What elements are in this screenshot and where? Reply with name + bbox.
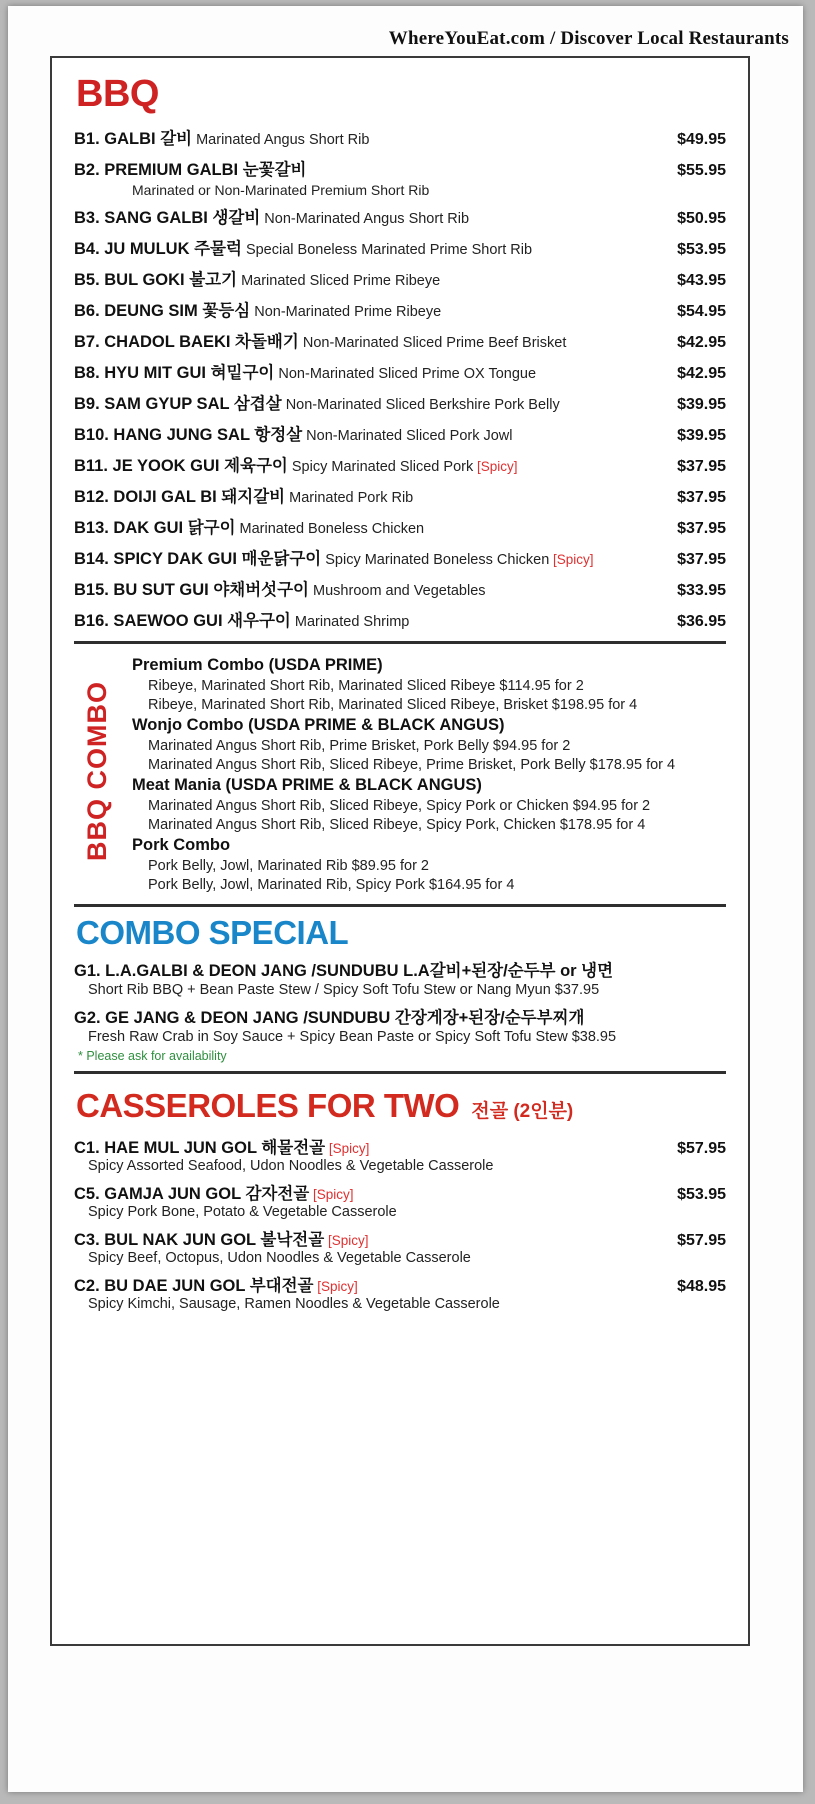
- bbq-menu-item: [74, 604, 726, 633]
- bbq-combo-groups: [126, 650, 726, 896]
- bbq-item-korean: 혀밑구이: [210, 364, 275, 382]
- bbq-item-description: Marinated Boneless Chicken: [235, 521, 425, 537]
- bbq-item-description: Non-Marinated Sliced Berkshire Pork Belly: [281, 397, 560, 413]
- bbq-item-korean: 매운닭구이: [241, 550, 322, 568]
- combo-special-code: G2. GE JANG & DEON JANG /SUNDUBU: [74, 1009, 395, 1027]
- bbq-item-korean: 닭구이: [187, 519, 236, 537]
- bbq-item-price: $53.95: [677, 241, 726, 258]
- availability-note: * Please ask for availability: [78, 1049, 227, 1063]
- casserole-item-name: C3. BUL NAK JUN GOL: [74, 1231, 261, 1249]
- bbq-item-code: B3. SANG GALBI: [74, 209, 213, 227]
- divider-casseroles: [74, 1071, 726, 1074]
- bbq-item-price: $55.95: [677, 162, 726, 179]
- casseroles-title: CASSEROLES FOR TWO: [76, 1087, 460, 1124]
- combo-special-title: COMBO SPECIAL: [76, 914, 349, 951]
- bbq-item-korean: 삼겹살: [233, 395, 282, 413]
- bbq-item-price: $50.95: [677, 210, 726, 227]
- bbq-menu-item: [74, 294, 726, 323]
- bbq-item-price: $36.95: [677, 613, 726, 630]
- combo-special-description: Fresh Raw Crab in Soy Sauce + Spicy Bean Paste or Spicy Soft Tofu Stew $38.95: [88, 1029, 617, 1045]
- bbq-item-code: B9. SAM GYUP SAL: [74, 395, 234, 413]
- casserole-item-korean: 감자전골: [245, 1185, 310, 1203]
- bbq-item-price: $42.95: [677, 365, 726, 382]
- casserole-item: [74, 1180, 726, 1204]
- bbq-item-price: $54.95: [677, 303, 726, 320]
- divider-combo-special: [74, 904, 726, 907]
- casserole-item-description: Spicy Assorted Seafood, Udon Noodles & Vegetable Casserole: [88, 1158, 494, 1174]
- combo-special-items: [74, 957, 726, 1045]
- bbq-menu-item: [74, 449, 726, 478]
- bbq-menu-item: [74, 325, 726, 354]
- casserole-item-description: Spicy Kimchi, Sausage, Ramen Noodles & Vegetable Casserole: [88, 1296, 500, 1312]
- casserole-item-price: $48.95: [677, 1278, 726, 1295]
- bbq-item-code: B6. DEUNG SIM: [74, 302, 203, 320]
- combo-group-line: Pork Belly, Jowl, Marinated Rib, Spicy Pork $164.95 for 4: [148, 877, 515, 893]
- bbq-item-code: B1. GALBI: [74, 130, 161, 148]
- casserole-item-text: [74, 1272, 640, 1296]
- casserole-items: [74, 1134, 726, 1312]
- combo-group-line: Ribeye, Marinated Short Rib, Marinated Sliced Ribeye, Brisket $198.95 for 4: [148, 697, 638, 713]
- bbq-item-text: [74, 156, 640, 180]
- bbq-item-text: [74, 204, 640, 228]
- bbq-item-description: Marinated Shrimp: [290, 614, 410, 630]
- combo-group-heading: Premium Combo (USDA PRIME): [132, 656, 383, 674]
- bbq-item-description: Marinated Pork Rib: [285, 490, 414, 506]
- bbq-item-subdescription: Marinated or Non-Marinated Premium Short Rib: [132, 182, 430, 198]
- bbq-item-text: [74, 390, 640, 414]
- bbq-combo-section: [74, 650, 726, 896]
- bbq-item-code: B10. HANG JUNG SAL: [74, 426, 255, 444]
- combo-special-description: Short Rib BBQ + Bean Paste Stew / Spicy Soft Tofu Stew or Nang Myun $37.95: [88, 982, 600, 998]
- bbq-section-title: BBQ: [76, 73, 159, 115]
- combo-group-heading: Pork Combo: [132, 836, 231, 854]
- spicy-badge: [Spicy]: [473, 459, 518, 474]
- bbq-item-price: $37.95: [677, 489, 726, 506]
- bbq-item-korean: 야채버섯구이: [213, 581, 309, 599]
- bbq-menu-item: [74, 153, 726, 182]
- casserole-item-text: [74, 1180, 640, 1204]
- casserole-item: [74, 1134, 726, 1158]
- casserole-item-price: $57.95: [677, 1140, 726, 1157]
- spicy-badge: [Spicy]: [313, 1279, 358, 1294]
- combo-special-item-name: [74, 1004, 726, 1028]
- combo-group-heading: Meat Mania (USDA PRIME & BLACK ANGUS): [132, 776, 482, 794]
- bbq-item-price: $37.95: [677, 551, 726, 568]
- bbq-menu-item: [74, 542, 726, 571]
- divider-bbq-combo: [74, 641, 726, 644]
- bbq-item-code: B11. JE YOOK GUI: [74, 457, 225, 475]
- spicy-badge: [Spicy]: [549, 552, 594, 567]
- bbq-item-text: [74, 607, 640, 631]
- bbq-item-code: B12. DOIJI GAL BI: [74, 488, 222, 506]
- bbq-item-text: [74, 328, 640, 352]
- bbq-item-korean: 갈비: [160, 130, 193, 148]
- casserole-item-name: C1. HAE MUL JUN GOL: [74, 1139, 262, 1157]
- bbq-item-code: B8. HYU MIT GUI: [74, 364, 211, 382]
- casseroles-header: [74, 1080, 726, 1128]
- bbq-item-price: $33.95: [677, 582, 726, 599]
- bbq-item-price: $39.95: [677, 427, 726, 444]
- bbq-item-code: B5. BUL GOKI: [74, 271, 190, 289]
- bbq-item-text: [74, 235, 640, 259]
- casserole-item: [74, 1272, 726, 1296]
- bbq-item-description: Non-Marinated Angus Short Rib: [260, 211, 470, 227]
- bbq-item-description: Non-Marinated Sliced Prime OX Tongue: [274, 366, 537, 382]
- combo-special-item-name: [74, 957, 726, 981]
- bbq-item-korean: 주물럭: [194, 240, 242, 258]
- bbq-item-korean: 항정살: [254, 426, 303, 444]
- bbq-item-korean: 꽃등심: [202, 302, 251, 320]
- bbq-item-code: B7. CHADOL BAEKI: [74, 333, 236, 351]
- combo-group-heading: Wonjo Combo (USDA PRIME & BLACK ANGUS): [132, 716, 505, 734]
- bbq-item-list: [74, 122, 726, 633]
- bbq-item-description: Special Boneless Marinated Prime Short Rib: [241, 242, 533, 258]
- bbq-menu-item: [74, 573, 726, 602]
- bbq-item-description: Mushroom and Vegetables: [309, 583, 486, 599]
- bbq-item-price: $49.95: [677, 131, 726, 148]
- bbq-item-price: $42.95: [677, 334, 726, 351]
- bbq-item-korean: 돼지갈비: [221, 488, 286, 506]
- bbq-item-korean: 눈꽃갈비: [242, 161, 307, 179]
- bbq-item-text: [74, 483, 640, 507]
- bbq-item-korean: 불고기: [189, 271, 238, 289]
- bbq-item-text: [74, 421, 640, 445]
- casserole-item-korean: 부대전골: [249, 1277, 314, 1295]
- combo-group-line: Pork Belly, Jowl, Marinated Rib $89.95 for 2: [148, 858, 430, 874]
- bbq-item-text: [74, 266, 640, 290]
- bbq-item-korean: 차돌배기: [235, 333, 299, 351]
- casserole-item-korean: 해물전골: [261, 1139, 326, 1157]
- bbq-item-korean: 제육구이: [224, 457, 288, 475]
- bbq-item-text: [74, 514, 640, 538]
- casserole-item-name: C5. GAMJA JUN GOL: [74, 1185, 246, 1203]
- bbq-item-text: [74, 452, 640, 476]
- combo-special-code: G1. L.A.GALBI & DEON JANG /SUNDUBU: [74, 962, 404, 980]
- bbq-item-code: B4. JU MULUK: [74, 240, 195, 258]
- bbq-item-code: B13. DAK GUI: [74, 519, 188, 537]
- bbq-menu-item: [74, 122, 726, 151]
- menu-page: [8, 6, 803, 1792]
- bbq-item-description: Marinated Angus Short Rib: [192, 132, 370, 148]
- bbq-item-text: [74, 125, 640, 149]
- bbq-item-text: [74, 576, 640, 600]
- casserole-item-price: $57.95: [677, 1232, 726, 1249]
- bbq-item-korean: 생갈비: [212, 209, 261, 227]
- combo-group-line: Marinated Angus Short Rib, Sliced Ribeye, Prime Brisket, Pork Belly $178.95 for 4: [148, 757, 676, 773]
- bbq-item-description: Non-Marinated Sliced Pork Jowl: [302, 428, 513, 444]
- site-header: WhereYouEat.com / Discover Local Restaurants: [388, 28, 789, 49]
- spicy-badge: [Spicy]: [309, 1187, 354, 1202]
- bbq-menu-item: [74, 201, 726, 230]
- bbq-menu-item: [74, 232, 726, 261]
- bbq-item-text: [74, 359, 640, 383]
- casserole-item: [74, 1226, 726, 1250]
- bbq-menu-item: [74, 480, 726, 509]
- combo-group-line: Ribeye, Marinated Short Rib, Marinated Sliced Ribeye $114.95 for 2: [148, 678, 584, 694]
- bbq-item-text: [74, 545, 640, 569]
- combo-group-line: Marinated Angus Short Rib, Prime Brisket, Pork Belly $94.95 for 2: [148, 738, 571, 754]
- casserole-item-text: [74, 1226, 640, 1250]
- bbq-item-price: $43.95: [677, 272, 726, 289]
- combo-special-korean: 간장게장+된장/순두부찌개: [394, 1009, 585, 1027]
- bbq-item-price: $37.95: [677, 520, 726, 537]
- menu-frame: [50, 56, 750, 1646]
- spicy-badge: [Spicy]: [325, 1141, 370, 1156]
- casserole-item-description: Spicy Beef, Octopus, Udon Noodles & Vegetable Casserole: [88, 1250, 471, 1266]
- bbq-item-description: Non-Marinated Sliced Prime Beef Brisket: [298, 335, 567, 351]
- bbq-combo-vertical-label: BBQ COMBO: [82, 681, 112, 861]
- bbq-item-description: Spicy Marinated Sliced Pork: [287, 459, 474, 475]
- casserole-item-korean: 불낙전골: [260, 1231, 325, 1249]
- casserole-item-price: $53.95: [677, 1186, 726, 1203]
- bbq-menu-item: [74, 356, 726, 385]
- bbq-menu-item: [74, 511, 726, 540]
- casserole-item-name: C2. BU DAE JUN GOL: [74, 1277, 250, 1295]
- bbq-item-korean: 새우구이: [227, 612, 291, 630]
- bbq-menu-item: [74, 263, 726, 292]
- spicy-badge: [Spicy]: [324, 1233, 369, 1248]
- casserole-item-description: Spicy Pork Bone, Potato & Vegetable Casserole: [88, 1204, 397, 1220]
- bbq-item-code: B16. SAEWOO GUI: [74, 612, 228, 630]
- bbq-menu-item: [74, 418, 726, 447]
- bbq-item-code: B15. BU SUT GUI: [74, 581, 214, 599]
- combo-group-line: Marinated Angus Short Rib, Sliced Ribeye, Spicy Pork or Chicken $94.95 for 2: [148, 798, 651, 814]
- bbq-menu-item: [74, 387, 726, 416]
- bbq-item-description: Marinated Sliced Prime Ribeye: [237, 273, 441, 289]
- combo-special-korean: L.A갈비+된장/순두부 or 냉면: [403, 962, 614, 980]
- bbq-item-price: $37.95: [677, 458, 726, 475]
- combo-group-line: Marinated Angus Short Rib, Sliced Ribeye, Spicy Pork, Chicken $178.95 for 4: [148, 817, 646, 833]
- casserole-item-text: [74, 1134, 640, 1158]
- bbq-item-description: Non-Marinated Prime Ribeye: [250, 304, 442, 320]
- bbq-item-description: Spicy Marinated Boneless Chicken: [321, 552, 550, 568]
- bbq-item-code: B2. PREMIUM GALBI: [74, 161, 243, 179]
- bbq-item-code: B14. SPICY DAK GUI: [74, 550, 242, 568]
- casseroles-title-korean: 전골 (2인분): [471, 1101, 574, 1122]
- bbq-item-price: $39.95: [677, 396, 726, 413]
- bbq-item-text: [74, 297, 640, 321]
